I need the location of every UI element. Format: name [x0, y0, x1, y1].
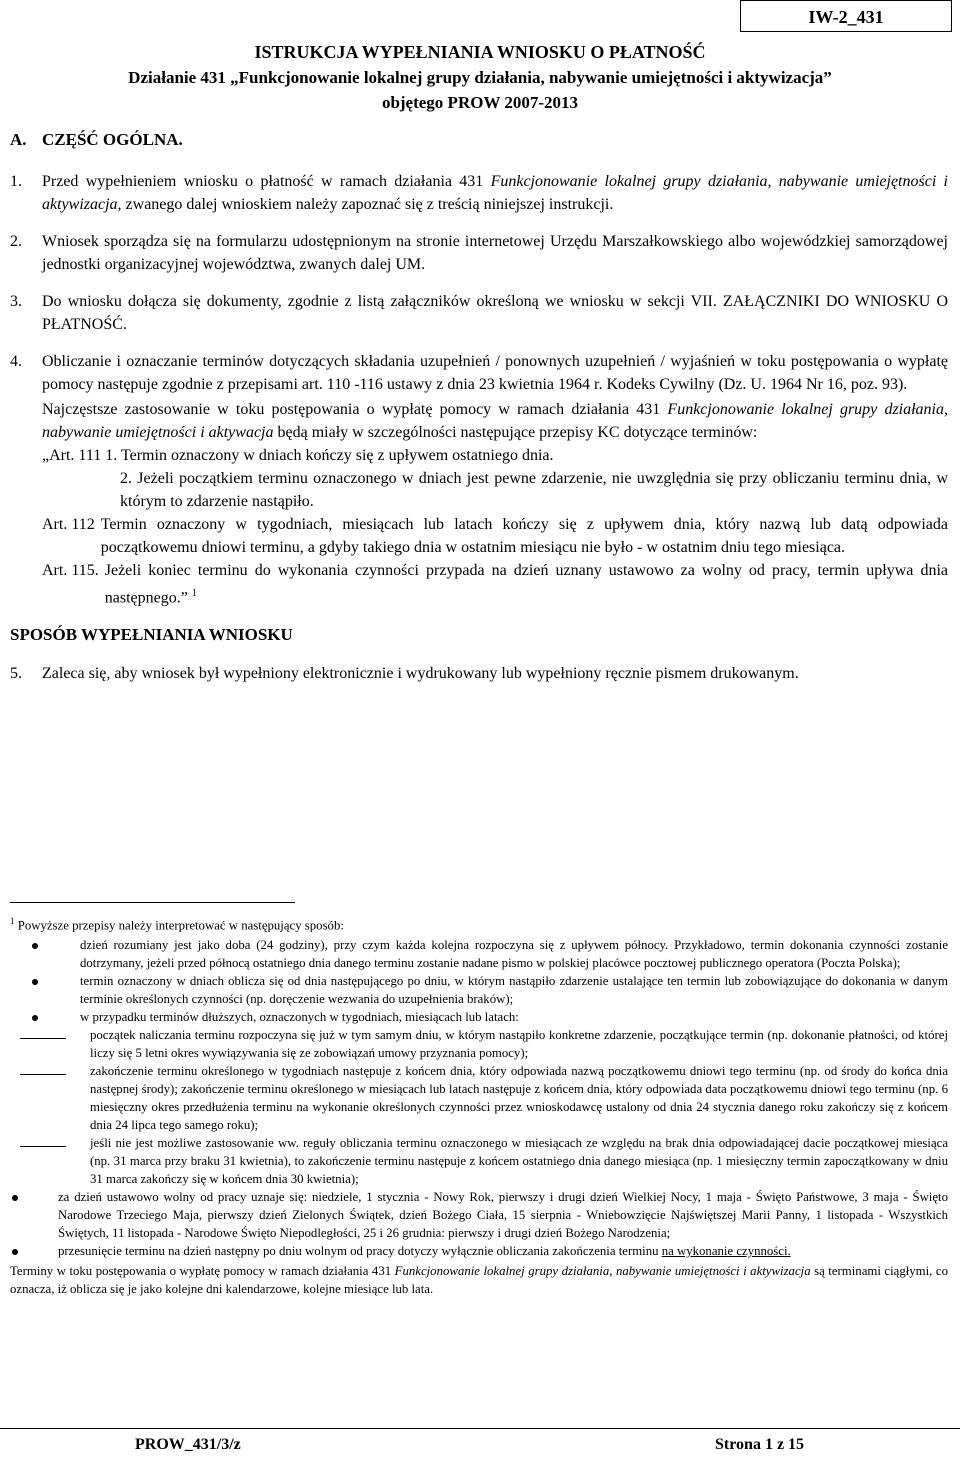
art-115-block — [10, 559, 948, 609]
paragraph-1-text-b: zwanego dalej wnioskiem należy zapoznać się z treścią niniejszej instrukcji. — [121, 196, 614, 213]
paragraph-1-italic: Funkcjonowanie lokalnej grupy działania, nabywanie umiejętności i aktywizacja, — [42, 173, 949, 213]
paragraph-number: 4. — [10, 353, 22, 370]
section-a-title: CZĘŚĆ OGÓLNA. — [42, 130, 183, 149]
dash-icon — [20, 1074, 66, 1075]
section-heading-filling: SPOSÓB WYPEŁNIANIA WNIOSKU — [10, 625, 293, 645]
footnote-separator — [10, 902, 295, 903]
section-a-number: A. — [10, 130, 27, 149]
paragraph-1 — [10, 170, 948, 216]
art-115-label: Art. 115. — [42, 562, 99, 579]
bullet-icon — [12, 1249, 18, 1255]
art-112-block — [10, 513, 948, 559]
bullet-icon — [32, 943, 38, 949]
paragraph-4 — [10, 350, 948, 396]
paragraph-2 — [10, 230, 948, 276]
footnote-bullet: za dzień ustawowo wolny od pracy uznaje się: niedziele, 1 stycznia - Nowy Rok, pierwszy i drugi dzień Wielkiej Nocy, 1 maja - Święto Państwowe, 3 maja - Święto Narodowe Trzeciego Maja, pierwszy dzień Zielonych Świątek, dzień Bożego Ciała, 15 sierpnia - Wniebowzięcie Najświętszej Marii Panny, 1 listopada - Wszystkich Świętych, 11 listopada - Narodowe Święto Niepodległości, 25 i 26 grudnia: pierwszy i drugi dzień Bożego Narodzenia; — [10, 1188, 948, 1242]
footnote-intro: $^1$ Powyższe przepisy należy interpretować w następujący sposób: — [10, 916, 344, 933]
header-title: ISTRUKCJA WYPEŁNIANIA WNIOSKU O PŁATNOŚĆ — [254, 42, 706, 62]
art-112-text: Termin oznaczony w tygodniach, miesiącach lub latach kończy się z upływem dnia, który nazwą lub datą odpowiada początkowemu dniowi terminu, a gdyby takiego dnia w ostatnim miesiącu nie było - w ostatnim dniu tego miesiąca. — [100, 516, 948, 556]
paragraph-5 — [10, 662, 948, 685]
paragraph-number: 3. — [10, 293, 22, 310]
paragraph-4-text: Obliczanie i oznaczanie terminów dotyczących składania uzupełnień / ponownych uzupełnień / wyjaśnień w toku postępowania o wypłatę pomocy następuje zgodnie z przepisami art. 110 -116 ustawy z dnia 23 kwietnia 1964 r. Kodeks Cywilny (Dz. U. 1964 Nr 16, poz. 93). — [42, 353, 948, 393]
art-111-point-2: 2. Jeżeli początkiem terminu oznaczonego w dniach jest pewne zdarzenie, nie uwzględnia się przy obliczaniu terminu dnia, w którym to zdarzenie nastąpiło. — [120, 470, 948, 510]
art-112-label: Art. 112 — [42, 516, 95, 533]
footnote-dash-item: jeśli nie jest możliwe zastosowanie ww. reguły obliczania terminu oznaczonego w miesiącach ze względu na brak dnia odpowiadającej dacie początkowej miesiąca (np. 31 marca przy braku 31 kwietnia), to zakończenie terminu następuje z końcem ostatniego dnia danego miesiąca (np. 1 miesięczny termin zapoczątkowany w dniu 31 marca zakończy się w końcem dnia 30 kwietnia); — [10, 1134, 948, 1188]
footnote-bullet: w przypadku terminów dłuższych, oznaczonych w tygodniach, miesiącach lub latach: — [10, 1008, 948, 1026]
header-program: objętego PROW 2007-2013 — [381, 93, 579, 112]
paragraph-5-text: Zaleca się, aby wniosek był wypełniony elektronicznie i wydrukowany lub wypełniony ręcznie pismem drukowanym. — [42, 665, 799, 683]
art-111-block — [10, 444, 948, 513]
art-115-text: Jeżeli koniec terminu do wykonania czynności przypada na dzień uznany ustawowo za wolny od pracy, termin upływa dnia następnego.” — [104, 562, 948, 607]
paragraph-number: 2. — [10, 233, 22, 250]
footnote-mark: 1 — [10, 916, 15, 926]
main-content — [10, 170, 948, 699]
art-111-label: „Art. 111 — [42, 447, 106, 464]
paragraph-4-kc-intro: Najczęstsze zastosowanie w toku postępowania o wypłatę pomocy w ramach działania 431 Funkcjonowanie lokalnej grupy działania, nabywanie umiejętności i aktywacja będą miały w szczególności następujące przepisy KC dotyczące terminów: — [42, 401, 949, 441]
bullet-icon — [32, 979, 38, 985]
bullet-icon — [32, 1015, 38, 1021]
page-number: Strona 1 z 15 — [715, 1436, 805, 1453]
bullet-icon — [12, 1195, 18, 1201]
footnote-reference[interactable]: 1 — [191, 588, 197, 599]
paragraph-3 — [10, 290, 948, 336]
footer-form-code: PROW_431/3/z — [135, 1436, 241, 1453]
footnote-final: Terminy w toku postępowania o wypłatę pomocy w ramach działania 431 Funkcjonowanie lokalnej grupy działania, nabywanie umiejętności i aktywizacja są terminami ciągłymi, co oznacza, iż oblicza się je jako kolejne dni kalendarzowe, kolejne miesiące lub lata. — [10, 1264, 948, 1297]
dash-icon — [20, 1038, 66, 1039]
document-code: IW-2_431 — [740, 0, 952, 32]
paragraph-2-text: Wniosek sporządza się na formularzu udostępnionym na stronie internetowej Urzędu Marszałkowskiego albo wojewódzkiej samorządowej jednostki organizacyjnej województwa, zwanych dalej UM. — [42, 233, 948, 273]
footnote — [10, 912, 948, 1298]
header-subtitle: Działanie 431 „Funkcjonowanie lokalnej grupy działania, nabywanie umiejętności i aktywizacja” — [128, 68, 832, 87]
footnote-dash-item: zakończenie terminu określonego w tygodniach następuje z końcem dnia, który odpowiada nazwą początkowemu dniowi tego terminu (np. od środy do końca dnia następnej środy); zakończenie terminu określonego w miesiącach lub latach następuje z końcem dnia, który odpowiada data początkowemu dniowi tego terminu (np. 6 miesięczny okres przedłużenia terminu na wykonanie określonych czynności przez wnioskodawcę ustalony od dnia 24 stycznia danego roku zakończy się z końcem dnia 24 lipca tego samego roku); — [10, 1062, 948, 1134]
footnote-list — [10, 936, 948, 1260]
footer-separator — [0, 1428, 960, 1429]
paragraph-1-text-a: Przed wypełnieniem wniosku o płatność w ramach działania 431 — [42, 173, 491, 190]
paragraph-3-text: Do wniosku dołącza się dokumenty, zgodnie z listą załączników określoną we wniosku w sekcji VII. ZAŁĄCZNIKI DO WNIOSKU O PŁATNOŚĆ. — [42, 293, 948, 333]
document-header — [0, 40, 960, 115]
footnote-bullet: termin oznaczony w dniach oblicza się od dnia następującego po dniu, w którym nastąpiło zdarzenie ustalające ten termin lub zobowiązujące do dokonania w danym terminie określonych czynności (np. doręczenie wezwania do uzupełnienia braków); — [10, 972, 948, 1008]
footnote-dash-item: początek naliczania terminu rozpoczyna się już w tym samym dniu, w którym nastąpiło konkretne zdarzenie, początkujące termin (np. dokonanie płatności, od której liczy się 5 letni okres wywiązywania się ze zobowiązań umowy przyznania pomocy); — [10, 1026, 948, 1062]
dash-icon — [20, 1146, 66, 1147]
paragraph-number: 1. — [10, 173, 22, 190]
art-111-point-1: 1. Termin oznaczony w dniach kończy się z upływem ostatniego dnia. — [105, 447, 554, 464]
section-a-heading — [10, 130, 183, 150]
footnote-bullet: dzień rozumiany jest jako doba (24 godziny), przy czym każda kolejna rozpoczyna się z upływem północy. Przykładowo, termin dokonania czynności zostanie dotrzymany, jeżeli przed północą ostatniego dnia danego terminu zostanie nadane pismo w polskiej placówce pocztowej publicznego operatora (Poczta Polska); — [10, 936, 948, 972]
paragraph-number: 5. — [10, 665, 22, 683]
footnote-bullet: przesunięcie terminu na dzień następny po dniu wolnym od pracy dotyczy wyłącznie obliczania zakończenia terminu na wykonanie czynności. — [10, 1242, 948, 1260]
